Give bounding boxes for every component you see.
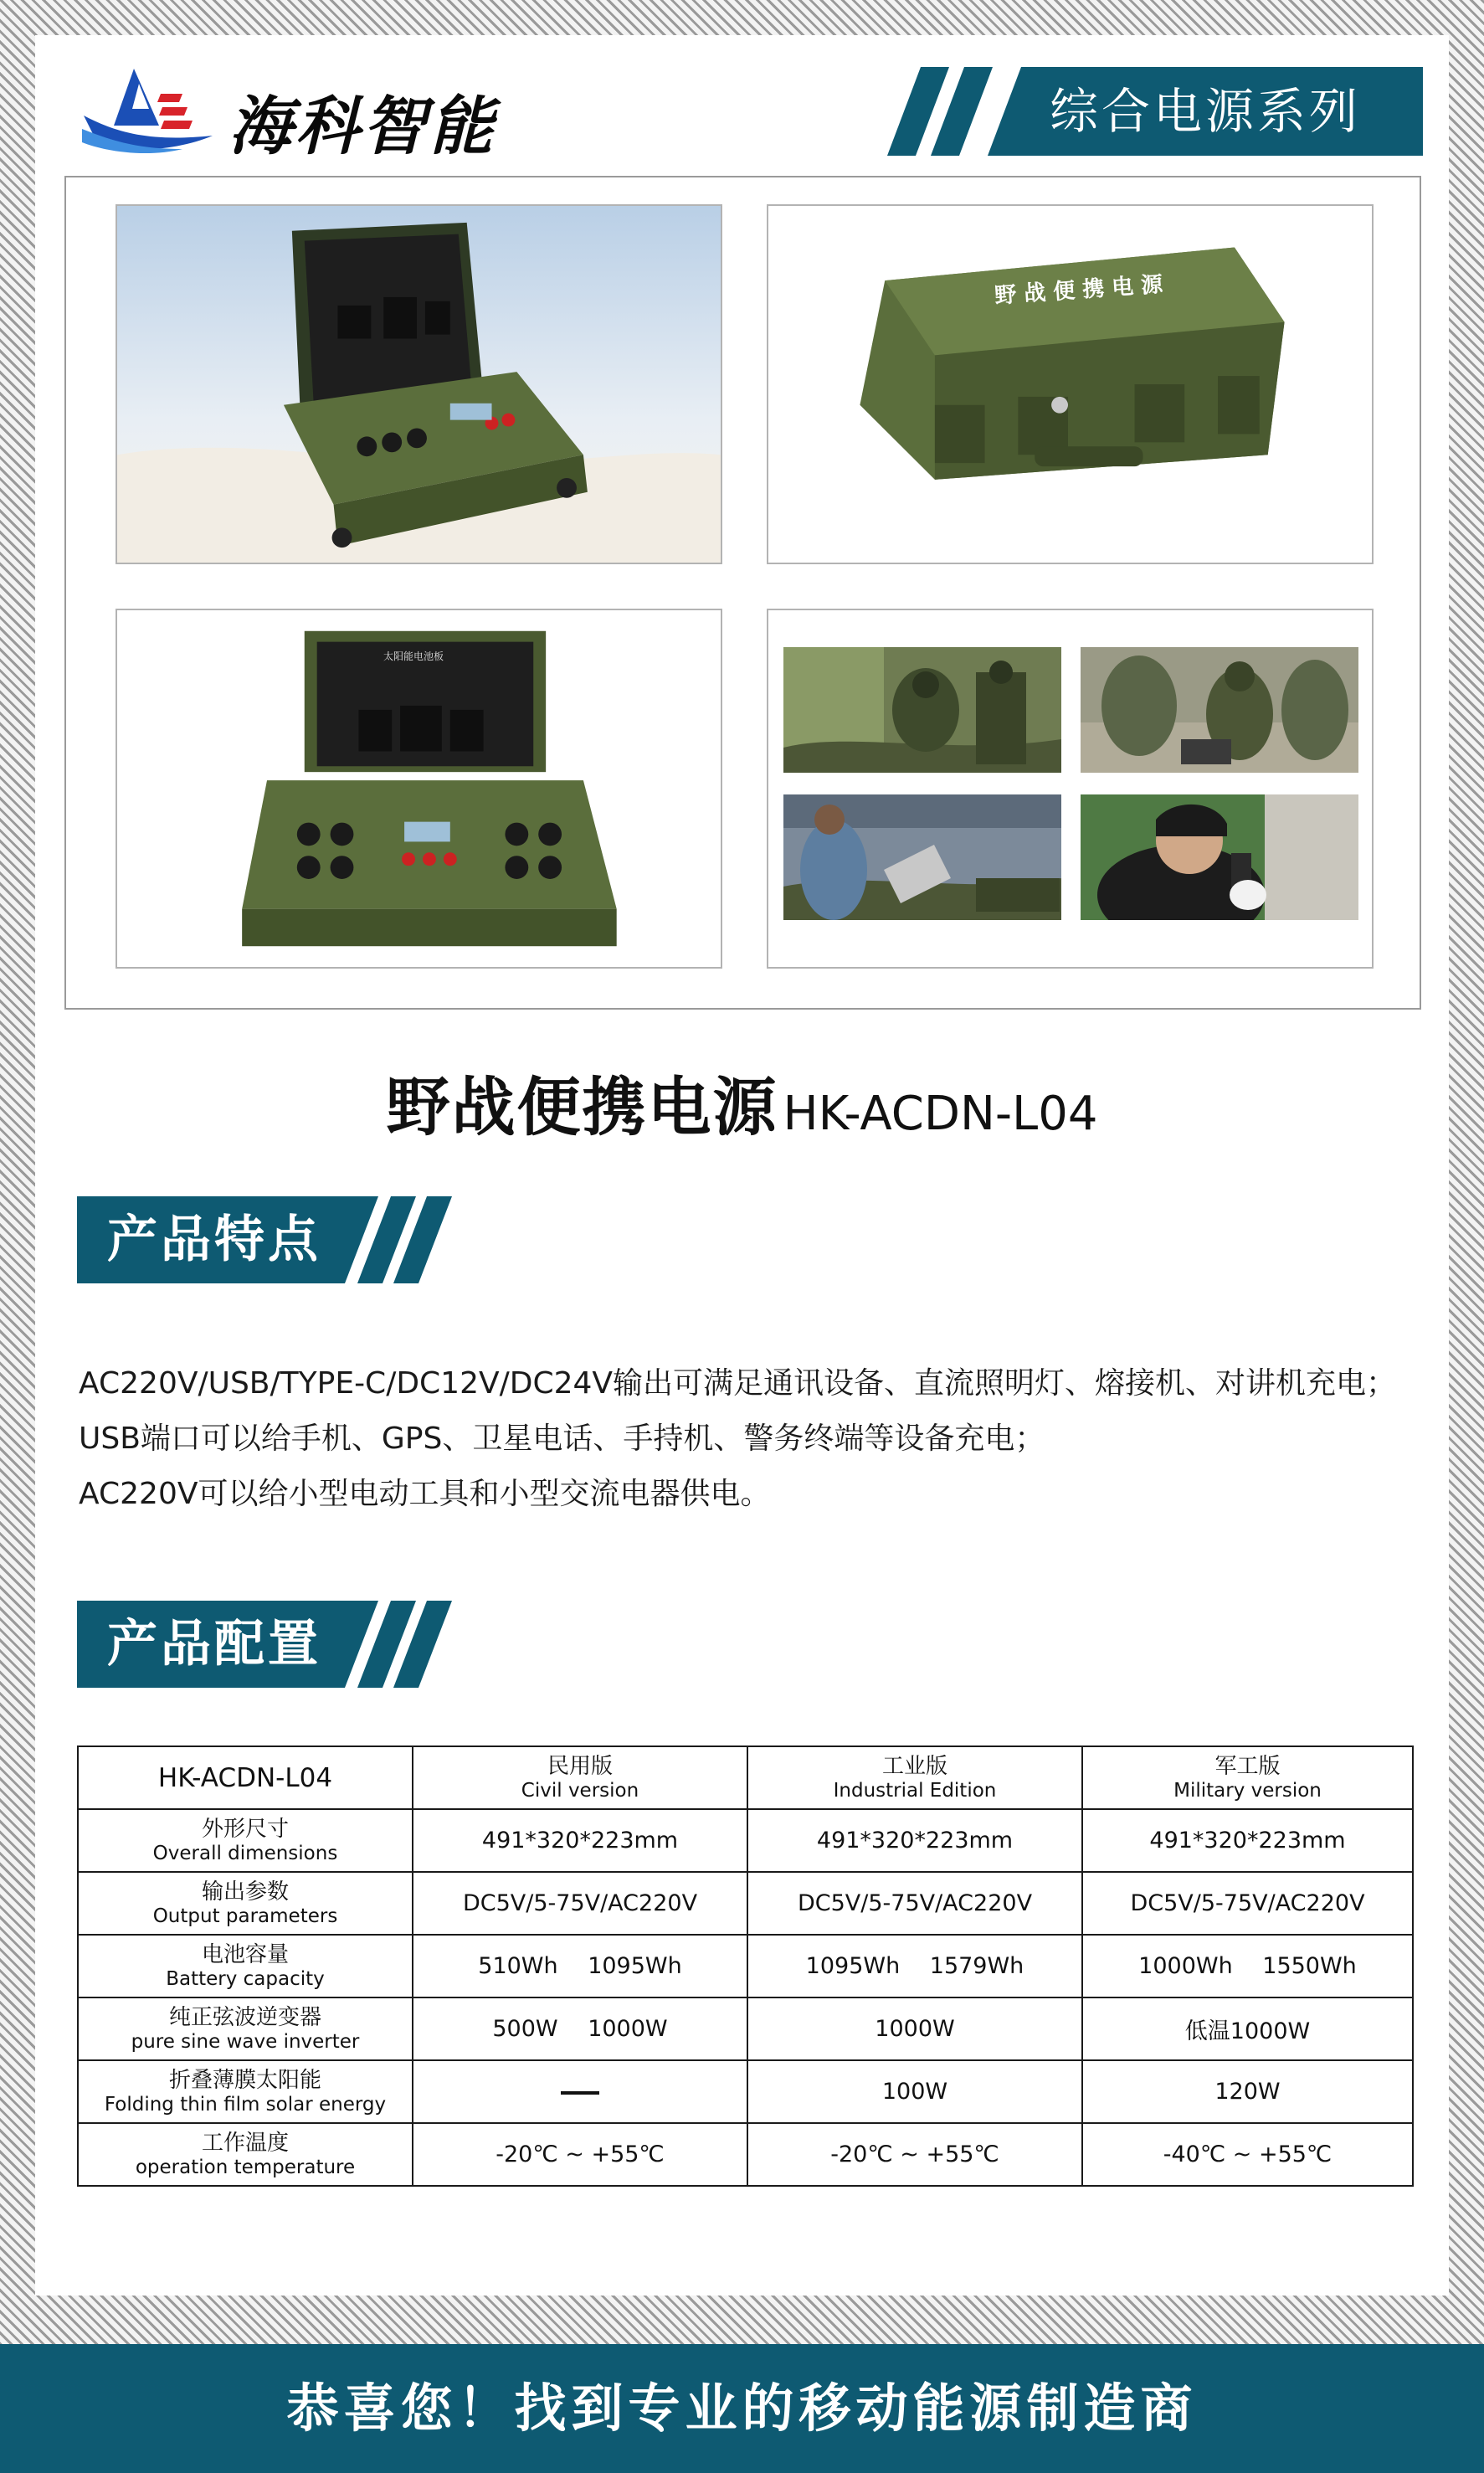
column-header-industrial: 工业版 Industrial Edition <box>747 1746 1082 1809</box>
row-label: 输出参数 Output parameters <box>78 1872 413 1935</box>
table-cell: -40℃ ~ +55℃ <box>1082 2123 1413 2186</box>
table-cell: DC5V/5-75V/AC220V <box>1082 1872 1413 1935</box>
table-cell: 491*320*223mm <box>1082 1809 1413 1872</box>
brand-name: 海科智能 <box>229 89 496 163</box>
section-banner-config <box>77 1601 462 1688</box>
table-row <box>78 1935 1413 1997</box>
feature-item: USB端口可以给手机、GPS、卫星电话、手持机、警务终端等设备充电； <box>79 1422 1045 1456</box>
footer-slogan: 恭喜您！找到专业的移动能源制造商 <box>286 2378 1198 2439</box>
row-label: 纯正弦波逆变器 pure sine wave inverter <box>78 1997 413 2060</box>
product-photo-closed <box>767 204 1374 564</box>
table-cell: 100W <box>747 2060 1082 2123</box>
open-case-desert-image <box>117 206 721 563</box>
product-photo-open-desert <box>116 204 722 564</box>
column-header-civil: 民用版 Civil version <box>413 1746 747 1809</box>
table-cell: DC5V/5-75V/AC220V <box>413 1872 747 1935</box>
table-cell: 1000Wh 1550Wh <box>1082 1935 1413 1997</box>
feature-item: AC220V可以给小型电动工具和小型交流电器供电。 <box>79 1477 771 1511</box>
case-lid-label: 太阳能电池板 <box>383 650 444 662</box>
table-row <box>78 1809 1413 1872</box>
table-cell: -20℃ ~ +55℃ <box>747 2123 1082 2186</box>
table-cell: 491*320*223mm <box>747 1809 1082 1872</box>
spec-table <box>77 1745 1414 2187</box>
table-cell: 500W 1000W <box>413 1997 747 2060</box>
sailboat-logo-icon <box>82 65 216 157</box>
table-cell: -20℃ ~ +55℃ <box>413 2123 747 2186</box>
row-label: 外形尺寸 Overall dimensions <box>78 1809 413 1872</box>
case-stencil-label: 野 战 便 携 电 源 <box>994 272 1164 309</box>
column-header-military: 军工版 Military version <box>1082 1746 1413 1809</box>
table-cell: 510Wh 1095Wh <box>413 1935 747 1997</box>
table-cell: DC5V/5-75V/AC220V <box>747 1872 1082 1935</box>
usage-photo-soldiers-squad <box>1081 647 1358 773</box>
table-cell <box>413 2060 747 2123</box>
not-available-dash <box>561 2091 599 2095</box>
product-model: HK-ACDN-L04 <box>783 1087 1098 1141</box>
table-row <box>78 1997 1413 2060</box>
usage-photo-soldiers-forest <box>783 647 1061 773</box>
usage-photo-radio-operator <box>1081 794 1358 920</box>
table-cell: 120W <box>1082 2060 1413 2123</box>
table-header-row <box>78 1746 1413 1809</box>
table-row <box>78 1872 1413 1935</box>
product-photo-open-front <box>116 609 722 969</box>
product-gallery <box>64 176 1421 1010</box>
usage-photo-collage <box>767 609 1374 969</box>
table-cell: 低温1000W <box>1082 1997 1413 2060</box>
product-name: 野战便携电源 <box>386 1070 778 1144</box>
table-row <box>78 2060 1413 2123</box>
table-cell: 1000W <box>747 1997 1082 2060</box>
section-title-features: 产品特点 <box>107 1211 321 1269</box>
product-title <box>0 1057 1484 1148</box>
row-label: 折叠薄膜太阳能 Folding thin film solar energy <box>78 2060 413 2123</box>
row-label: 电池容量 Battery capacity <box>78 1935 413 1997</box>
table-cell: 1095Wh 1579Wh <box>747 1935 1082 1997</box>
row-label: 工作温度 operation temperature <box>78 2123 413 2186</box>
feature-item: AC220V/USB/TYPE-C/DC12V/DC24V输出可满足通讯设备、直流照明灯、熔接机、对讲机充电； <box>79 1366 1397 1401</box>
open-case-front-image <box>117 610 721 967</box>
footer-banner <box>0 2344 1484 2473</box>
series-label: 综合电源系列 <box>1049 83 1361 140</box>
feature-list <box>79 1356 1418 1522</box>
brand-logo <box>82 65 534 163</box>
section-title-config: 产品配置 <box>107 1615 321 1674</box>
section-banner-features <box>77 1196 462 1283</box>
table-cell: 491*320*223mm <box>413 1809 747 1872</box>
table-model-cell: HK-ACDN-L04 <box>78 1746 413 1809</box>
usage-photo-laptop-field <box>783 794 1061 920</box>
closed-case-image <box>768 206 1372 563</box>
table-row <box>78 2123 1413 2186</box>
